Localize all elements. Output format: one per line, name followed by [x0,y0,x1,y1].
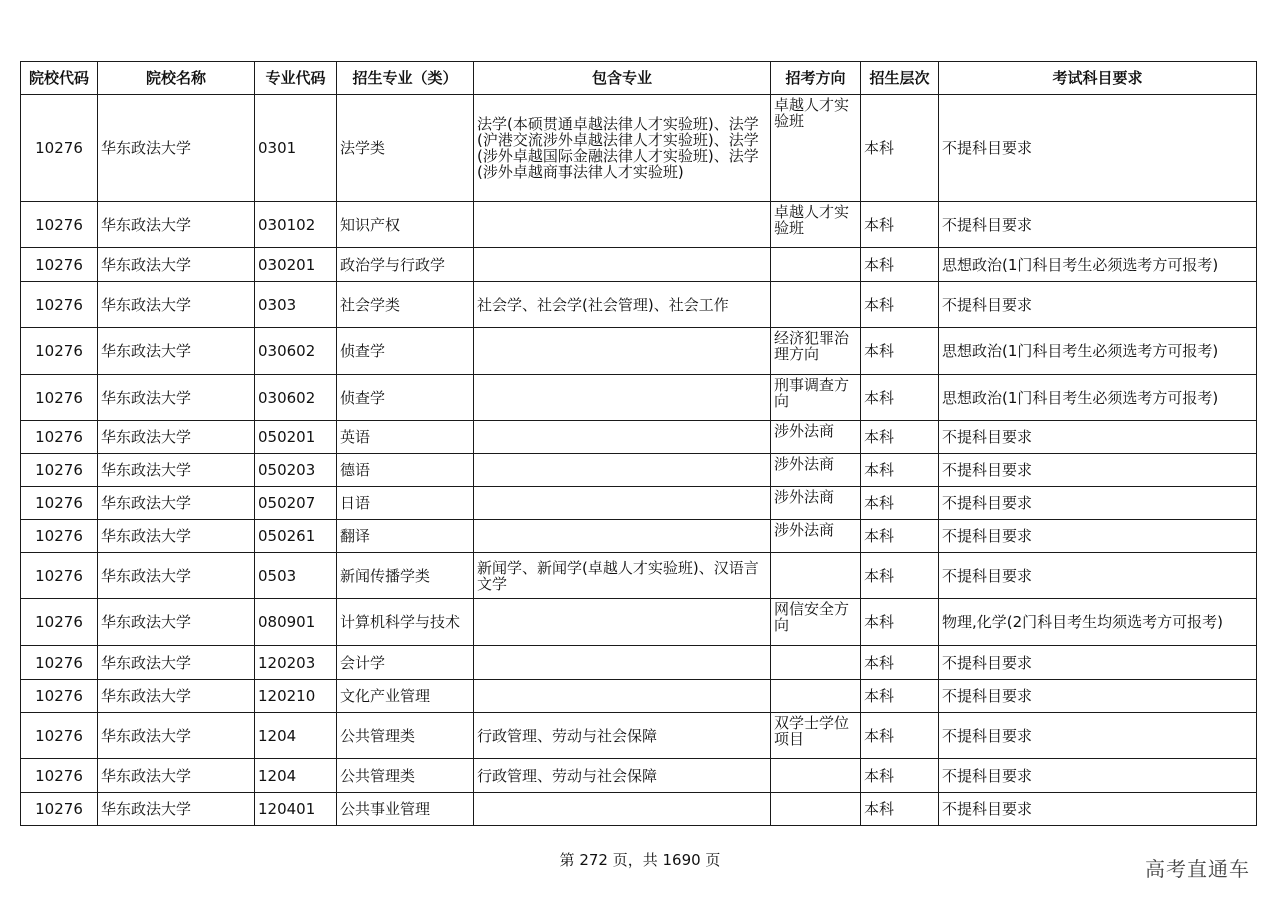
cell-level: 本科 [861,680,939,713]
cell-school-code: 10276 [21,680,98,713]
cell-level: 本科 [861,713,939,759]
cell-included-majors [474,421,771,454]
cell-school-name: 华东政法大学 [98,454,255,487]
table-row [21,202,1257,248]
cell-included-majors [474,646,771,680]
cell-major-code: 050261 [255,520,337,553]
cell-major-category: 侦查学 [337,328,474,375]
cell-major-code: 120401 [255,793,337,826]
cell-level: 本科 [861,553,939,599]
header-direction: 招考方向 [771,62,861,95]
cell-school-name: 华东政法大学 [98,487,255,520]
cell-major-code: 050201 [255,421,337,454]
cell-major-category: 新闻传播学类 [337,553,474,599]
cell-school-name: 华东政法大学 [98,202,255,248]
table-row [21,599,1257,646]
cell-level: 本科 [861,328,939,375]
cell-included-majors [474,202,771,248]
cell-direction: 涉外法商 [771,520,861,553]
cell-school-name: 华东政法大学 [98,599,255,646]
table-row [21,553,1257,599]
cell-included-majors [474,680,771,713]
header-included-majors: 包含专业 [474,62,771,95]
cell-included-majors [474,487,771,520]
table-row [21,793,1257,826]
cell-school-code: 10276 [21,248,98,282]
cell-major-code: 030602 [255,375,337,421]
cell-school-code: 10276 [21,759,98,793]
cell-school-code: 10276 [21,713,98,759]
cell-subject-requirements: 不提科目要求 [939,454,1257,487]
table-row [21,646,1257,680]
table-row [21,421,1257,454]
cell-school-code: 10276 [21,421,98,454]
cell-school-code: 10276 [21,553,98,599]
cell-major-code: 120203 [255,646,337,680]
cell-school-code: 10276 [21,95,98,202]
table-row [21,375,1257,421]
cell-school-name: 华东政法大学 [98,793,255,826]
cell-school-name: 华东政法大学 [98,520,255,553]
table-row [21,454,1257,487]
cell-major-code: 050207 [255,487,337,520]
cell-direction [771,553,861,599]
cell-school-code: 10276 [21,282,98,328]
cell-direction [771,646,861,680]
admissions-table [20,61,1257,826]
cell-school-code: 10276 [21,599,98,646]
cell-major-category: 侦查学 [337,375,474,421]
cell-subject-requirements: 不提科目要求 [939,680,1257,713]
cell-included-majors: 社会学、社会学(社会管理)、社会工作 [474,282,771,328]
cell-level: 本科 [861,759,939,793]
table-row [21,487,1257,520]
cell-level: 本科 [861,421,939,454]
cell-direction: 涉外法商 [771,487,861,520]
cell-major-code: 1204 [255,713,337,759]
cell-subject-requirements: 思想政治(1门科目考生必须选考方可报考) [939,328,1257,375]
header-subject-requirements: 考试科目要求 [939,62,1257,95]
cell-level: 本科 [861,520,939,553]
cell-school-name: 华东政法大学 [98,328,255,375]
cell-school-name: 华东政法大学 [98,713,255,759]
cell-major-category: 公共管理类 [337,713,474,759]
cell-major-category: 知识产权 [337,202,474,248]
table-row [21,713,1257,759]
cell-major-code: 1204 [255,759,337,793]
cell-major-category: 法学类 [337,95,474,202]
cell-school-code: 10276 [21,454,98,487]
cell-included-majors: 行政管理、劳动与社会保障 [474,759,771,793]
cell-subject-requirements: 不提科目要求 [939,95,1257,202]
cell-major-code: 120210 [255,680,337,713]
cell-included-majors [474,793,771,826]
cell-major-category: 会计学 [337,646,474,680]
table-row [21,520,1257,553]
cell-major-category: 公共管理类 [337,759,474,793]
cell-school-code: 10276 [21,328,98,375]
cell-level: 本科 [861,282,939,328]
cell-direction: 涉外法商 [771,421,861,454]
cell-school-name: 华东政法大学 [98,680,255,713]
table-row [21,680,1257,713]
cell-direction [771,248,861,282]
cell-major-category: 公共事业管理 [337,793,474,826]
cell-school-name: 华东政法大学 [98,421,255,454]
cell-subject-requirements: 不提科目要求 [939,793,1257,826]
header-major-category: 招生专业（类） [337,62,474,95]
header-school-code: 院校代码 [21,62,98,95]
header-school-name: 院校名称 [98,62,255,95]
cell-major-code: 0503 [255,553,337,599]
table-row [21,248,1257,282]
cell-direction: 经济犯罪治理方向 [771,328,861,375]
header-major-code: 专业代码 [255,62,337,95]
cell-direction: 卓越人才实验班 [771,202,861,248]
cell-level: 本科 [861,375,939,421]
cell-subject-requirements: 不提科目要求 [939,759,1257,793]
cell-school-code: 10276 [21,487,98,520]
cell-school-name: 华东政法大学 [98,282,255,328]
header-level: 招生层次 [861,62,939,95]
cell-school-code: 10276 [21,375,98,421]
cell-level: 本科 [861,95,939,202]
cell-level: 本科 [861,646,939,680]
cell-major-category: 文化产业管理 [337,680,474,713]
cell-major-category: 德语 [337,454,474,487]
cell-major-code: 030201 [255,248,337,282]
cell-subject-requirements: 思想政治(1门科目考生必须选考方可报考) [939,248,1257,282]
cell-direction [771,680,861,713]
cell-major-category: 政治学与行政学 [337,248,474,282]
cell-direction [771,793,861,826]
cell-level: 本科 [861,454,939,487]
cell-school-name: 华东政法大学 [98,646,255,680]
cell-major-category: 翻译 [337,520,474,553]
cell-school-name: 华东政法大学 [98,248,255,282]
table-row [21,282,1257,328]
cell-school-name: 华东政法大学 [98,95,255,202]
cell-level: 本科 [861,793,939,826]
table-row [21,328,1257,375]
cell-level: 本科 [861,599,939,646]
cell-major-code: 050203 [255,454,337,487]
cell-major-code: 0301 [255,95,337,202]
cell-major-code: 080901 [255,599,337,646]
table-row [21,95,1257,202]
cell-level: 本科 [861,487,939,520]
watermark-text: 高考直通车 [1145,857,1250,881]
table-header-row [21,62,1257,95]
cell-included-majors [474,520,771,553]
cell-school-name: 华东政法大学 [98,759,255,793]
cell-school-code: 10276 [21,520,98,553]
cell-major-category: 日语 [337,487,474,520]
cell-subject-requirements: 思想政治(1门科目考生必须选考方可报考) [939,375,1257,421]
cell-school-code: 10276 [21,202,98,248]
cell-included-majors: 新闻学、新闻学(卓越人才实验班)、汉语言文学 [474,553,771,599]
page-number: 第 272 页，共 1690 页 [559,851,721,869]
cell-subject-requirements: 不提科目要求 [939,520,1257,553]
cell-subject-requirements: 不提科目要求 [939,553,1257,599]
cell-major-category: 计算机科学与技术 [337,599,474,646]
cell-subject-requirements: 不提科目要求 [939,421,1257,454]
cell-subject-requirements: 不提科目要求 [939,487,1257,520]
cell-direction: 卓越人才实验班 [771,95,861,202]
cell-level: 本科 [861,248,939,282]
cell-direction: 刑事调查方向 [771,375,861,421]
cell-subject-requirements: 不提科目要求 [939,713,1257,759]
cell-included-majors [474,248,771,282]
cell-direction: 双学士学位项目 [771,713,861,759]
cell-subject-requirements: 不提科目要求 [939,646,1257,680]
cell-included-majors: 行政管理、劳动与社会保障 [474,713,771,759]
cell-school-code: 10276 [21,646,98,680]
cell-school-name: 华东政法大学 [98,553,255,599]
cell-direction [771,759,861,793]
cell-major-code: 0303 [255,282,337,328]
cell-major-code: 030102 [255,202,337,248]
cell-included-majors [474,454,771,487]
cell-included-majors: 法学(本硕贯通卓越法律人才实验班)、法学(沪港交流涉外卓越法律人才实验班)、法学(涉外卓越国际金融法律人才实验班)、法学(涉外卓越商事法律人才实验班) [474,95,771,202]
cell-direction [771,282,861,328]
cell-major-code: 030602 [255,328,337,375]
cell-included-majors [474,375,771,421]
cell-major-category: 社会学类 [337,282,474,328]
cell-school-name: 华东政法大学 [98,375,255,421]
cell-subject-requirements: 物理,化学(2门科目考生均须选考方可报考) [939,599,1257,646]
cell-subject-requirements: 不提科目要求 [939,202,1257,248]
cell-direction: 涉外法商 [771,454,861,487]
cell-included-majors [474,599,771,646]
cell-school-code: 10276 [21,793,98,826]
cell-subject-requirements: 不提科目要求 [939,282,1257,328]
cell-level: 本科 [861,202,939,248]
cell-direction: 网信安全方向 [771,599,861,646]
cell-major-category: 英语 [337,421,474,454]
cell-included-majors [474,328,771,375]
table-row [21,759,1257,793]
